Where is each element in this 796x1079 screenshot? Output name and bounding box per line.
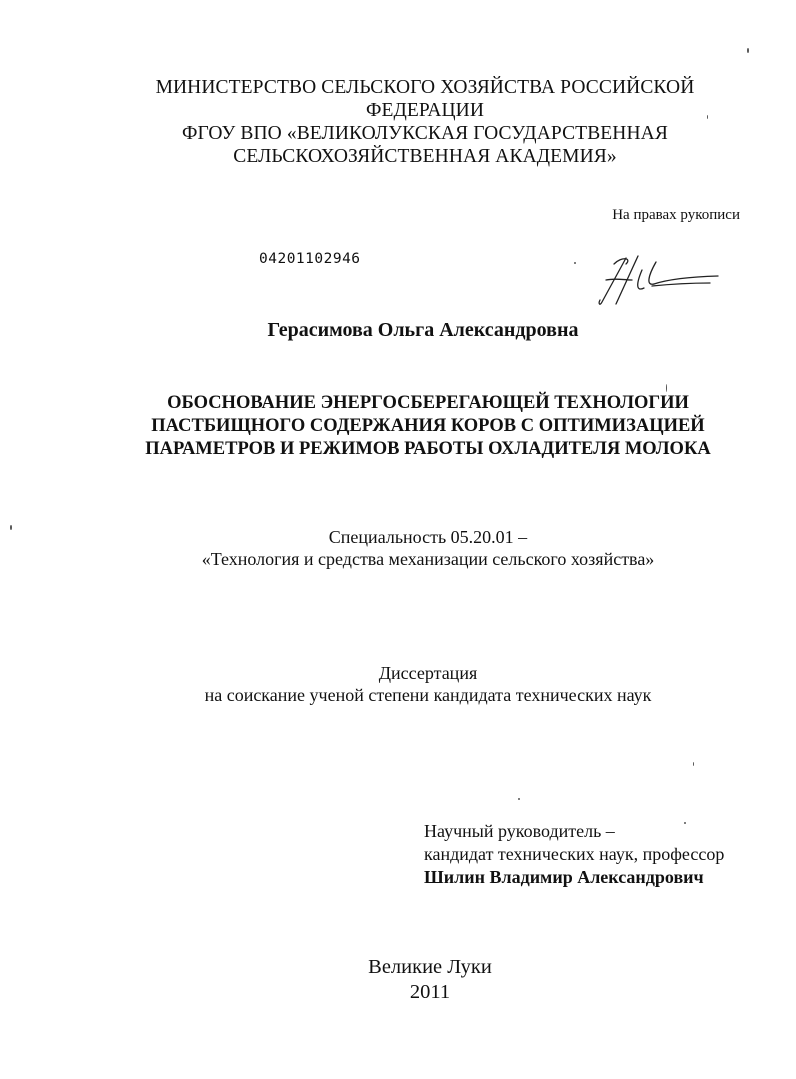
ministry-line: МИНИСТЕРСТВО СЕЛЬСКОГО ХОЗЯЙСТВА РОССИЙСКОЙ — [155, 77, 695, 98]
place-year-block — [250, 955, 610, 1005]
ministry-header — [120, 76, 730, 168]
title-line: ПАСТБИЩНОГО СОДЕРЖАНИЯ КОРОВ С ОПТИМИЗАЦИЕЙ — [151, 416, 705, 436]
title-line: ПАРАМЕТРОВ И РЕЖИМОВ РАБОТЫ ОХЛАДИТЕЛЯ МОЛОКА — [145, 439, 711, 459]
work-type-block — [110, 662, 746, 706]
scan-speck — [666, 384, 667, 392]
registration-number: 04201102946 — [259, 251, 361, 267]
city: Великие Луки — [368, 956, 492, 978]
advisor-role: Научный руководитель – — [424, 821, 615, 841]
degree-sought: на соискание ученой степени кандидата технических наук — [204, 685, 652, 705]
work-type: Диссертация — [378, 663, 478, 683]
academy-line: ФГОУ ВПО «ВЕЛИКОЛУКСКАЯ ГОСУДАРСТВЕННАЯ — [182, 123, 668, 144]
academy-line: СЕЛЬСКОХОЗЯЙСТВЕННАЯ АКАДЕМИЯ» — [233, 146, 617, 167]
dissertation-title — [110, 392, 746, 461]
specialty-name: «Технология и средства механизации сельского хозяйства» — [201, 549, 655, 569]
scan-speck — [684, 822, 686, 824]
specialty-code: Специальность 05.20.01 – — [328, 527, 528, 547]
advisor-name: Шилин Владимир Александрович — [424, 867, 704, 887]
advisor-block — [424, 820, 764, 889]
advisor-degree: кандидат технических наук, профессор — [424, 844, 725, 864]
title-line: ОБОСНОВАНИЕ ЭНЕРГОСБЕРЕГАЮЩЕЙ ТЕХНОЛОГИИ — [167, 393, 689, 413]
author-name: Герасимова Ольга Александровна — [267, 319, 579, 341]
signature-icon — [592, 250, 722, 310]
year: 2011 — [409, 981, 451, 1003]
scan-speck — [707, 115, 708, 119]
scan-speck — [574, 262, 576, 264]
scan-speck — [518, 798, 520, 800]
specialty-block — [110, 526, 746, 570]
ministry-line: ФЕДЕРАЦИИ — [365, 100, 485, 121]
manuscript-note: На правах рукописи — [612, 207, 740, 223]
scan-speck — [693, 762, 694, 766]
scan-speck — [747, 48, 749, 53]
scan-speck — [10, 525, 12, 530]
